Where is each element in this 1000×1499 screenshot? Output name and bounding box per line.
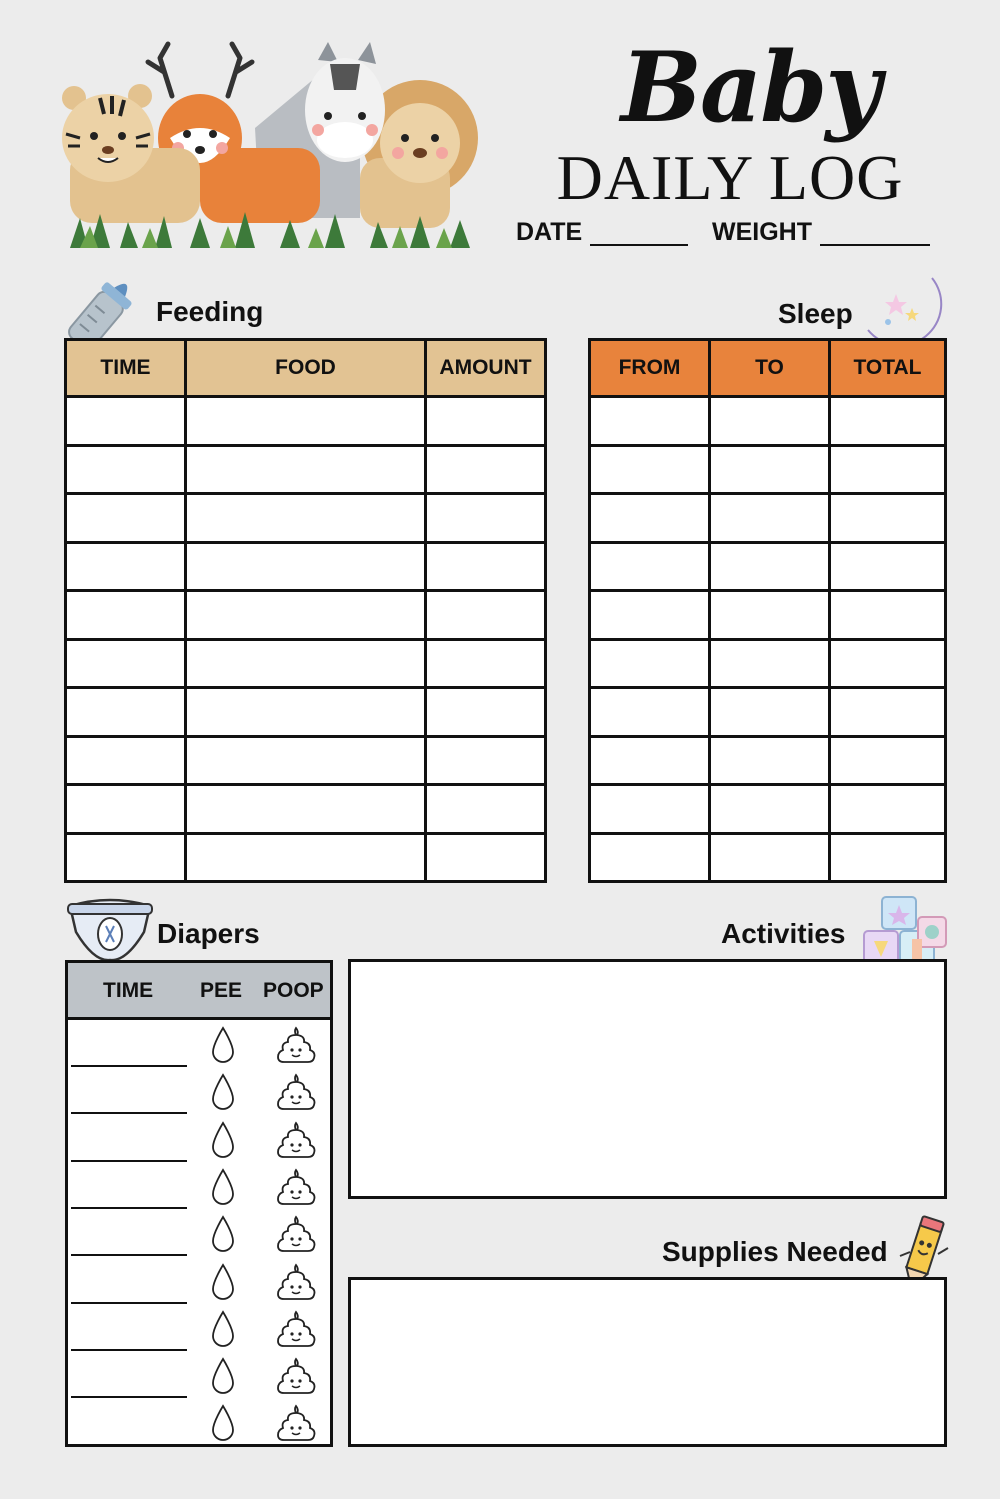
sleep-cell[interactable] [710,542,830,591]
poop-icon[interactable] [275,1263,317,1301]
safari-animals-illustration [60,38,480,250]
weight-field[interactable] [820,244,930,246]
feeding-table [64,338,547,883]
sleep-cell[interactable] [590,833,710,882]
diapers-header-pee: PEE [200,979,243,1002]
weight-label: WEIGHT [712,218,812,246]
water-drop-icon[interactable] [210,1168,236,1206]
water-drop-icon[interactable] [210,1026,236,1064]
feeding-cell[interactable] [66,688,186,737]
sleep-header-total: TOTAL [830,340,946,397]
diapers-row [68,1398,330,1445]
diapers-header [68,963,330,1020]
water-drop-icon[interactable] [210,1310,236,1348]
sleep-cell[interactable] [830,736,946,785]
water-drop-icon[interactable] [210,1215,236,1253]
sleep-row [590,542,946,591]
sleep-row [590,785,946,834]
feeding-label: Feeding [156,296,264,327]
feeding-row [66,688,546,737]
diaper-icon [64,892,156,964]
feeding-header-time: TIME [66,340,186,397]
sleep-cell[interactable] [710,445,830,494]
sleep-header-from: FROM [590,340,710,397]
sleep-row [590,591,946,640]
sleep-label: Sleep [778,298,853,329]
sleep-cell[interactable] [830,688,946,737]
feeding-row [66,736,546,785]
feeding-header-amount: AMOUNT [426,340,546,397]
poop-icon[interactable] [275,1073,317,1111]
feeding-cell[interactable] [426,542,546,591]
sleep-cell[interactable] [710,591,830,640]
feeding-cell[interactable] [426,397,546,446]
feeding-cell[interactable] [186,397,426,446]
feeding-cell[interactable] [426,736,546,785]
sleep-header-to: TO [710,340,830,397]
feeding-cell[interactable] [186,688,426,737]
feeding-cell[interactable] [66,591,186,640]
diapers-header-poop: POOP [263,979,324,1002]
poop-icon[interactable] [275,1215,317,1253]
sleep-cell[interactable] [830,591,946,640]
poop-icon[interactable] [275,1168,317,1206]
feeding-cell[interactable] [66,736,186,785]
feeding-cell[interactable] [186,591,426,640]
sleep-row [590,494,946,543]
sleep-cell[interactable] [590,736,710,785]
feeding-row [66,833,546,882]
sleep-cell[interactable] [830,833,946,882]
sleep-cell[interactable] [710,833,830,882]
diapers-row [68,1209,330,1256]
sleep-cell[interactable] [710,397,830,446]
sleep-cell[interactable] [590,591,710,640]
sleep-cell[interactable] [590,542,710,591]
poop-icon[interactable] [275,1121,317,1159]
sleep-cell[interactable] [590,688,710,737]
feeding-row [66,639,546,688]
feeding-cell[interactable] [186,785,426,834]
sleep-cell[interactable] [590,494,710,543]
sleep-row [590,397,946,446]
diapers-row [68,1162,330,1209]
poop-icon[interactable] [275,1357,317,1395]
feeding-cell[interactable] [66,833,186,882]
feeding-cell[interactable] [426,688,546,737]
feeding-cell[interactable] [186,736,426,785]
sleep-cell[interactable] [590,785,710,834]
feeding-cell[interactable] [66,445,186,494]
water-drop-icon[interactable] [210,1404,236,1442]
feeding-row [66,542,546,591]
sleep-cell[interactable] [830,494,946,543]
sleep-row [590,833,946,882]
diapers-row [68,1257,330,1304]
feeding-cell[interactable] [426,833,546,882]
feeding-cell[interactable] [426,639,546,688]
feeding-cell[interactable] [66,494,186,543]
sleep-cell[interactable] [710,639,830,688]
sleep-row [590,688,946,737]
water-drop-icon[interactable] [210,1073,236,1111]
feeding-cell[interactable] [426,591,546,640]
date-label: DATE [516,218,583,246]
sleep-cell[interactable] [590,639,710,688]
sleep-cell[interactable] [830,785,946,834]
poop-icon[interactable] [275,1404,317,1442]
diapers-table [65,960,333,1447]
feeding-header-food: FOOD [186,340,426,397]
water-drop-icon[interactable] [210,1263,236,1301]
feeding-row [66,591,546,640]
page-title: DAILY LOG [556,142,904,213]
feeding-row [66,785,546,834]
feeding-cell[interactable] [426,445,546,494]
feeding-cell[interactable] [66,397,186,446]
diapers-row [68,1115,330,1162]
supplies-notes[interactable] [348,1277,947,1447]
sleep-cell[interactable] [830,639,946,688]
diapers-label: Diapers [157,918,260,949]
feeding-cell[interactable] [186,833,426,882]
activities-label: Activities [721,918,846,949]
feeding-row [66,445,546,494]
water-drop-icon[interactable] [210,1121,236,1159]
sleep-table [588,338,947,883]
feeding-cell[interactable] [186,639,426,688]
feeding-cell[interactable] [66,542,186,591]
diapers-row [68,1020,330,1067]
supplies-label: Supplies Needed [662,1236,888,1267]
diapers-row [68,1067,330,1114]
sleep-cell[interactable] [830,542,946,591]
date-field[interactable] [590,244,688,246]
activities-notes[interactable] [348,959,947,1199]
poop-icon[interactable] [275,1310,317,1348]
feeding-cell[interactable] [186,445,426,494]
diapers-row [68,1304,330,1351]
sleep-cell[interactable] [710,688,830,737]
feeding-cell[interactable] [66,639,186,688]
poop-icon[interactable] [275,1026,317,1064]
diapers-header-time: TIME [103,979,154,1002]
feeding-cell[interactable] [66,785,186,834]
sleep-cell[interactable] [710,736,830,785]
diapers-row [68,1351,330,1398]
water-drop-icon[interactable] [210,1357,236,1395]
feeding-cell[interactable] [186,542,426,591]
sleep-cell[interactable] [710,494,830,543]
feeding-cell[interactable] [186,494,426,543]
sleep-cell[interactable] [590,397,710,446]
feeding-cell[interactable] [426,785,546,834]
sleep-row [590,445,946,494]
sleep-cell[interactable] [710,785,830,834]
feeding-cell[interactable] [426,494,546,543]
feeding-row [66,397,546,446]
sleep-cell[interactable] [590,445,710,494]
sleep-cell[interactable] [830,445,946,494]
title-script: Baby [620,31,880,144]
sleep-cell[interactable] [830,397,946,446]
feeding-row [66,494,546,543]
sleep-row [590,736,946,785]
sleep-row [590,639,946,688]
